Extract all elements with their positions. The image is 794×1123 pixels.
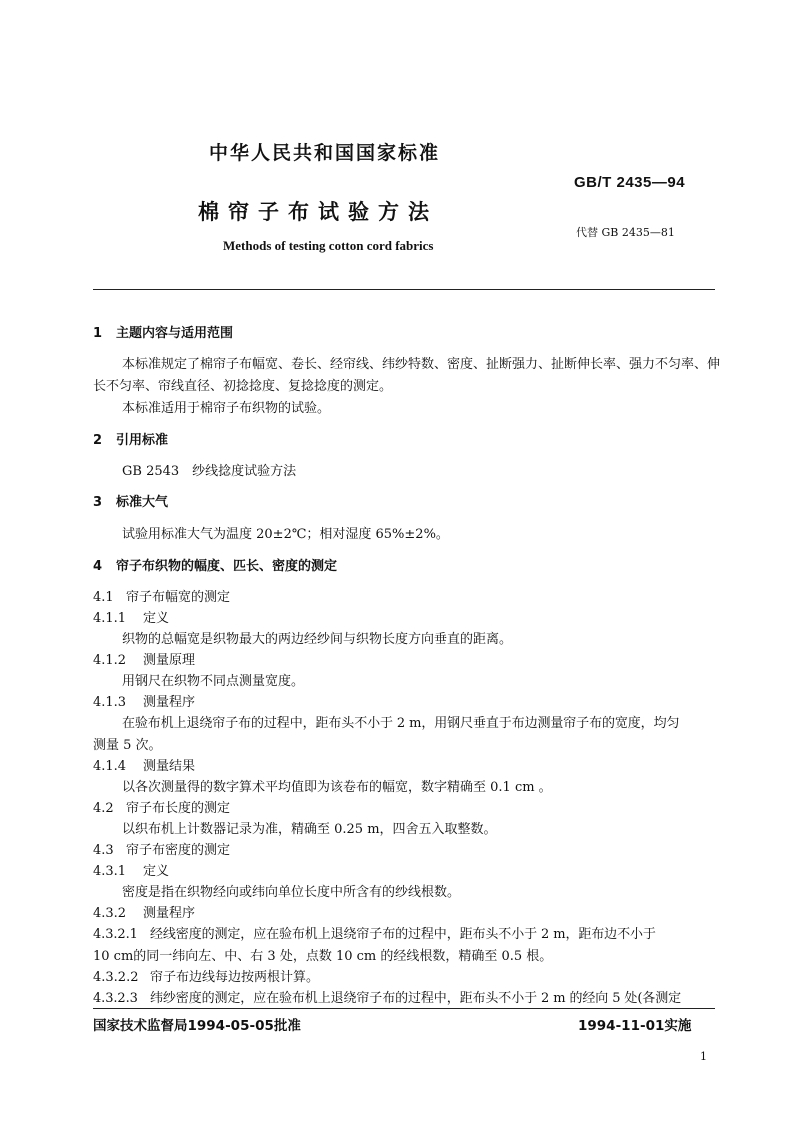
subsection-number: 4.3.1: [93, 864, 127, 879]
page-number: 1: [700, 1050, 707, 1063]
subsection-title: 测量程序: [143, 906, 196, 921]
subsection-number: 4.3.2.3: [93, 991, 138, 1006]
subsection-text: 织物的总幅宽是织物最大的两边经纱间与织物长度方向垂直的距离。: [122, 632, 513, 647]
document-title: 棉帘子布试验方法: [198, 200, 438, 224]
subsection-4-3-2-1: [93, 923, 715, 942]
subsection-4-1-3: [93, 691, 195, 710]
section-2-heading: [93, 429, 168, 448]
subsection-4-2: [93, 797, 230, 816]
national-standard-heading: 中华人民共和国国家标准: [209, 142, 441, 164]
section-1-paragraph-line: 本标准规定了棉帘子布幅宽、卷长、经帘线、纬纱特数、密度、扯断强力、扯断伸长率、强力不匀率、伸: [122, 357, 721, 372]
subsection-4-3-2-3: [93, 987, 715, 1006]
section-title: 引用标准: [116, 433, 169, 448]
subsection-4-3-2-2: [93, 966, 319, 985]
subsection-text: 帘子布边线每边按两根计算。: [150, 970, 320, 985]
subsection-number: 4.3.2.1: [93, 927, 138, 942]
subsection-number: 4.1.2: [93, 653, 127, 668]
subsection-4-3-2: [93, 902, 195, 921]
subsection-title: 测量原理: [143, 653, 196, 668]
subsection-4-3-1: [93, 860, 169, 879]
standard-code: GB/T 2435—94: [574, 174, 686, 191]
section-3-paragraph: 试验用标准大气为温度 20±2℃；相对湿度 65%±2%。: [122, 527, 449, 542]
section-title: 帘子布织物的幅度、匹长、密度的测定: [116, 559, 338, 574]
section-4-heading: [93, 555, 337, 574]
subsection-title: 帘子布密度的测定: [126, 843, 231, 858]
footer-divider: [93, 1008, 715, 1009]
subsection-4-1-4: [93, 755, 195, 774]
subsection-title: 帘子布幅宽的测定: [126, 590, 231, 605]
subsection-4-3: [93, 839, 230, 858]
section-number: 4: [93, 559, 103, 574]
subsection-text-line: 纬纱密度的测定，应在验布机上退绕帘子布的过程中，距布头不小于 2 m 的经向 5 处(各测定: [150, 991, 682, 1006]
section-title: 主题内容与适用范围: [116, 326, 234, 341]
subsection-title: 定义: [143, 864, 170, 879]
subsection-4-1-1: [93, 607, 169, 626]
subsection-number: 4.3: [93, 843, 114, 858]
section-number: 1: [93, 326, 103, 341]
section-1-heading: [93, 322, 233, 341]
subsection-text-line: 测量 5 次。: [93, 738, 162, 753]
subsection-4-1: [93, 586, 230, 605]
subsection-number: 4.3.2.2: [93, 970, 139, 985]
subsection-text-line: 10 cm的同一纬向左、中、右 3 处，点数 10 cm 的经线根数，精确至 0.5 根。: [93, 949, 553, 964]
subsection-text: 以各次测量得的数字算术平均值即为该卷布的幅宽，数字精确至 0.1 cm 。: [122, 780, 552, 795]
section-number: 3: [93, 495, 103, 510]
subsection-title: 测量结果: [143, 759, 196, 774]
subsection-number: 4.1: [93, 590, 114, 605]
section-1-paragraph: 本标准适用于棉帘子布织物的试验。: [122, 401, 331, 416]
issued-date: 国家技术监督局1994-05-05批准: [93, 1018, 301, 1034]
section-title: 标准大气: [116, 495, 169, 510]
subsection-title: 定义: [143, 611, 170, 626]
replaces-note: 代替 GB 2435—81: [576, 226, 675, 239]
header-divider: [93, 289, 715, 290]
subsection-text: 以织布机上计数器记录为准，精确至 0.25 m，四舍五入取整数。: [122, 822, 497, 837]
subsection-number: 4.3.2: [93, 906, 127, 921]
subsection-text: 密度是指在织物经向或纬向单位长度中所含有的纱线根数。: [122, 885, 461, 900]
effective-date: 1994-11-01实施: [578, 1018, 692, 1034]
subsection-text-line: 经线密度的测定，应在验布机上退绕帘子布的过程中，距布头不小于 2 m，距布边不小于: [150, 927, 656, 942]
section-number: 2: [93, 433, 103, 448]
subsection-text: 用钢尺在织物不同点测量宽度。: [122, 674, 305, 689]
subsection-title: 帘子布长度的测定: [126, 801, 231, 816]
subsection-number: 4.1.4: [93, 759, 127, 774]
subsection-number: 4.1.1: [93, 611, 127, 626]
referenced-standard: GB 2543 纱线捻度试验方法: [122, 464, 297, 479]
subsection-title: 测量程序: [143, 695, 196, 710]
english-title: Methods of testing cotton cord fabrics: [223, 238, 434, 253]
subsection-number: 4.2: [93, 801, 114, 816]
subsection-number: 4.1.3: [93, 695, 127, 710]
subsection-4-1-2: [93, 649, 195, 668]
subsection-text-line: 在验布机上退绕帘子布的过程中，距布头不小于 2 m，用钢尺垂直于布边测量帘子布的宽度，均匀: [122, 716, 680, 731]
section-1-paragraph-line: 长不匀率、帘线直径、初捻捻度、复捻捻度的测定。: [93, 379, 393, 394]
section-3-heading: [93, 491, 168, 510]
